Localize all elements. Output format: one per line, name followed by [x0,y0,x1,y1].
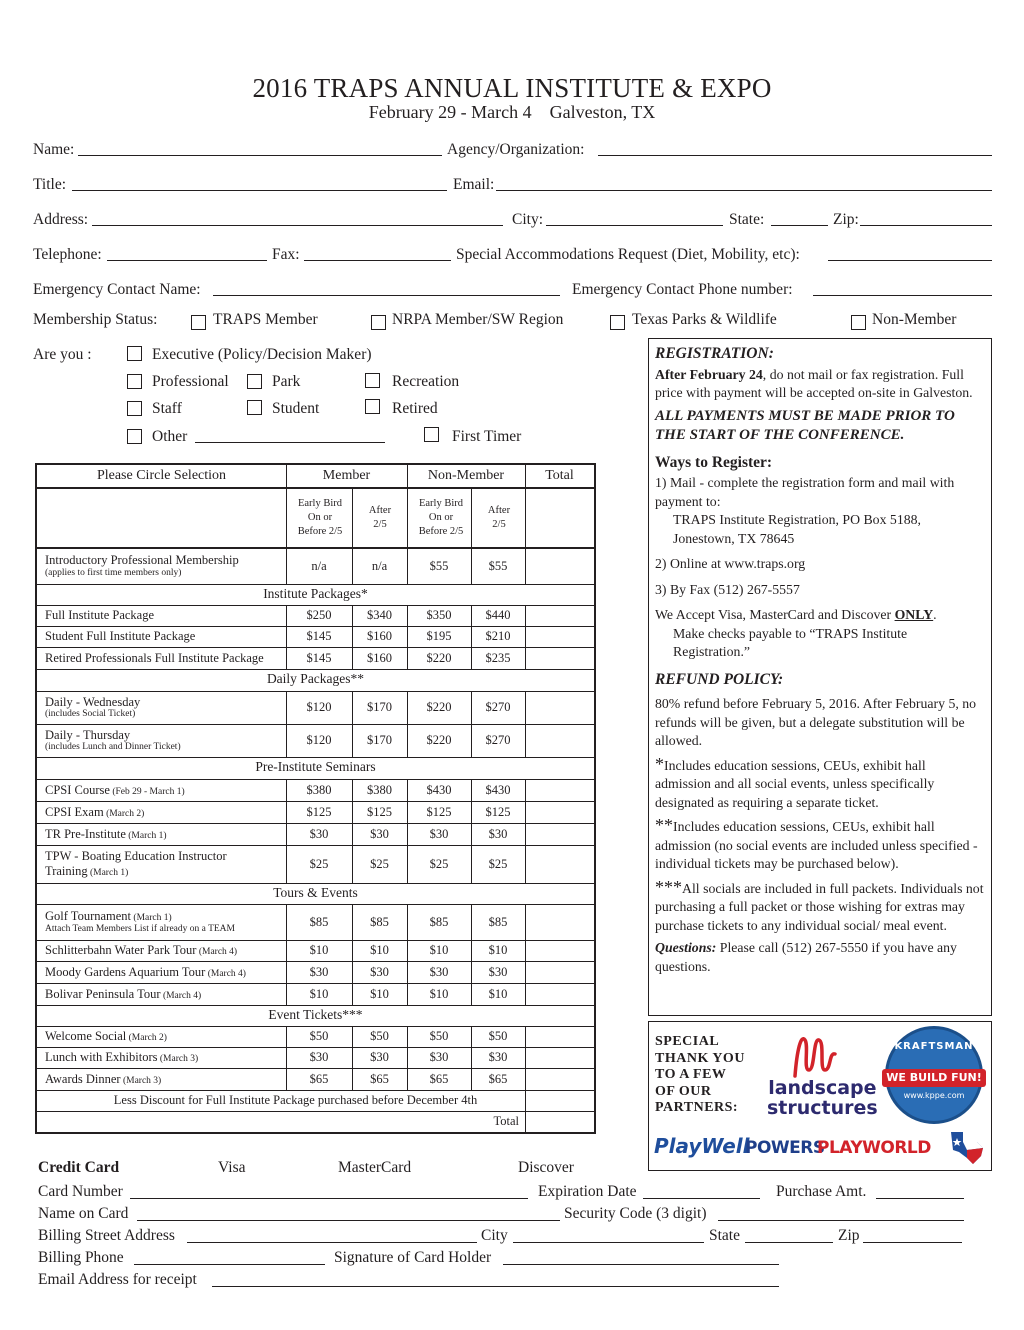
email-label: Email: [453,176,495,193]
table-row-label [37,1026,286,1047]
mail-instructions: 1) Mail - complete the registration form and mail with payment to: [655,475,955,509]
nrpa-member-checkbox[interactable] [371,315,386,330]
section-heading: Event Tickets*** [268,1007,363,1022]
emergency-contact-name-field[interactable] [213,295,560,296]
price-cell[interactable]: $50 [309,1029,329,1043]
footnote-two-text: Includes education sessions, CEUs, exhibit hall admission (no social events are included unless specified - individual tickets may be purchased below). [655,819,978,871]
row-name-cont: Training (March 1) [45,863,129,878]
footnote-two-mark: ** [655,815,673,835]
questions [655,939,985,976]
thanks-line: THANK YOU [655,1050,745,1066]
price-cell[interactable]: $125 [485,804,511,819]
billing-state-field[interactable] [745,1242,833,1243]
price-cell[interactable]: $10 [309,986,329,1001]
price-cell[interactable]: $30 [488,826,508,841]
professional-checkbox[interactable] [127,374,142,389]
price-cell[interactable]: $30 [429,1050,449,1064]
address-label: Address: [33,211,89,228]
price-cell[interactable]: $145 [306,650,332,665]
row-name: Full Institute Package [45,608,155,623]
member-header: Member [322,468,371,483]
address-field[interactable] [92,225,503,226]
online-instructions: 2) Online at www.traps.org [655,556,806,571]
row-name: Retired Professionals Full Institute Package [45,650,264,665]
membership-status-label: Membership Status: [33,311,158,328]
staff-label: Staff [152,400,182,417]
title-field[interactable] [72,190,447,191]
price-cell[interactable]: $430 [426,782,452,797]
texas-parks-label: Texas Parks & Wildlife [632,311,777,328]
price-cell[interactable]: $85 [429,914,449,929]
non-member-label: Non-Member [872,311,957,328]
price-cell[interactable]: $25 [488,856,508,871]
price-cell[interactable]: $270 [485,733,511,747]
table-row-label [37,626,286,647]
price-cell[interactable]: $30 [309,964,329,979]
card-number-label: Card Number [38,1183,123,1200]
price-cell[interactable]: $85 [370,914,389,929]
table-row-label [37,605,286,626]
row-note: (includes Social Ticket) [45,709,136,720]
other-field[interactable] [195,442,385,443]
price-cell[interactable]: $160 [367,650,392,665]
fax-instructions: 3) By Fax (512) 267-5557 [655,581,800,597]
price-cell[interactable]: $65 [488,1071,508,1086]
billing-street-label: Billing Street Address [38,1227,175,1244]
kraftsman-logo [885,1026,983,1124]
agency-field[interactable] [598,155,992,156]
table-row-label [37,961,286,983]
price-cell[interactable]: $270 [485,700,511,714]
row-date: (March 1) [131,913,172,924]
city-field[interactable] [546,225,723,226]
billing-phone-field[interactable] [134,1264,325,1265]
first-timer-checkbox[interactable] [424,427,439,442]
table-row-label [37,647,286,669]
playwell-logo: PlayWell [654,1134,750,1158]
row-name: TPW - Boating Education Instructor [45,849,227,864]
zip-label: Zip: [833,211,859,228]
nonmember-early-bird-header: Early Bird On or Before 2/5 [418,498,464,537]
thanks-line: PARTNERS: [655,1100,739,1115]
row-name: TR Pre-Institute (March 1) [45,826,167,841]
intro-membership-label: Introductory Professional Membership [45,553,239,568]
table-row-label [37,1068,286,1090]
price-cell[interactable]: $25 [309,856,329,871]
after-deadline-date: After February 24 [655,366,763,382]
visa-option[interactable]: Visa [218,1159,246,1176]
footnote-one [655,755,985,813]
price-cell[interactable]: $10 [309,943,329,957]
card-number-field[interactable] [130,1198,528,1199]
price-cell[interactable]: $50 [429,1029,449,1043]
registration-heading: REGISTRATION: [655,345,774,362]
price-cell[interactable]: $55 [488,558,508,573]
kraftsman-url: www.kppe.com [903,1091,965,1100]
emergency-contact-name-label: Emergency Contact Name: [33,281,201,298]
traps-member-checkbox[interactable] [191,315,206,330]
after-deadline-text [655,366,985,403]
other-label: Other [152,428,188,445]
billing-zip-label: Zip [838,1227,860,1244]
price-cell[interactable]: $125 [367,804,392,819]
footnote-two [655,816,985,874]
circle-selection-header: Please Circle Selection [96,468,227,483]
section-heading: Institute Packages* [263,586,368,601]
nrpa-member-label: NRPA Member/SW Region [392,311,564,328]
price-cell[interactable]: $85 [488,914,508,929]
row-name: Bolivar Peninsula Tour (March 4) [45,986,202,1001]
accepted-cards-text: We Accept Visa, MasterCard and Discover [655,607,895,622]
table-row-label [37,691,286,724]
ways-heading: Ways to Register: [655,453,773,471]
landscape-structures-logo [767,1078,878,1118]
section-heading: Pre-Institute Seminars [255,759,376,774]
row-note: (includes Lunch and Dinner Ticket) [45,742,181,753]
state-field[interactable] [771,225,828,226]
row-date: (Feb 29 - March 1) [109,786,185,797]
row-name: Schlitterbahn Water Park Tour (March 4) [45,943,238,958]
after-deadline-body: , do not mail or fax registration. Full price with payment will be accepted on-site in Galveston. [655,366,973,400]
row-name: Moody Gardens Aquarium Tour (March 4) [45,964,246,979]
table-row-label [37,779,286,801]
price-cell[interactable]: $85 [309,914,329,929]
row-note: Attach Team Members List if already on a TEAM [45,924,235,934]
price-cell[interactable]: $250 [306,608,332,622]
price-cell[interactable]: $65 [370,1071,389,1086]
name-on-card-label: Name on Card [38,1205,129,1222]
partners-thanks [655,1034,745,1117]
price-cell[interactable]: n/a [311,558,327,573]
table-row-label [37,940,286,961]
price-cell[interactable]: $220 [426,733,452,747]
are-you-label: Are you : [33,346,92,363]
only-emphasis: ONLY [894,607,934,622]
price-cell[interactable]: $50 [488,1029,508,1043]
agency-label: Agency/Organization: [447,141,585,158]
price-cell[interactable]: $160 [367,629,392,643]
price-cell[interactable]: $120 [306,700,332,714]
credit-card-heading: Credit Card [38,1159,120,1176]
row-date: (March 2) [103,808,145,819]
row-date: (March 3) [157,1054,199,1065]
mail-address-line2: Jonestown, TX 78645 [673,530,795,546]
retired-label: Retired [392,400,438,417]
thanks-line: OF OUR [655,1083,712,1099]
name-field[interactable] [78,155,442,156]
fax-label: Fax: [272,246,300,263]
row-date: (March 1) [125,830,167,841]
price-cell[interactable]: $30 [429,964,449,979]
billing-phone-label: Billing Phone [38,1249,124,1266]
price-cell[interactable]: $440 [485,608,511,622]
traps-member-label: TRAPS Member [213,311,318,328]
row-name: Daily - Wednesday [45,694,141,709]
playworld-logo: PLAYWORLD [817,1138,931,1158]
price-cell[interactable]: n/a [371,558,388,573]
title-label: Title: [33,176,67,193]
texas-parks-checkbox[interactable] [610,315,625,330]
price-cell[interactable]: $220 [426,700,452,714]
price-cell[interactable]: $65 [309,1071,329,1086]
row-date: (March 3) [120,1075,162,1086]
row-name: Lunch with Exhibitors (March 3) [45,1050,199,1065]
price-cell[interactable]: $10 [488,986,508,1001]
emergency-contact-phone-field[interactable] [813,295,992,296]
grand-total-field[interactable] [525,1111,594,1132]
special-accommodations-label: Special Accommodations Request (Diet, Mobility, etc): [456,246,800,263]
student-label: Student [272,400,320,417]
name-on-card-field[interactable] [137,1220,560,1221]
price-cell[interactable]: $125 [306,804,332,819]
price-cell[interactable]: $10 [370,943,389,957]
price-cell[interactable]: $10 [488,943,508,957]
park-label: Park [272,373,301,390]
table-row-label [37,724,286,757]
logo-text: structures [767,1097,878,1119]
discount-row: Less Discount for Full Institute Package purchased before December 4th [113,1093,478,1107]
sponsor-box [648,1021,992,1171]
kraftsman-text: KRAFTSMAN [894,1041,974,1052]
park-checkbox[interactable] [247,374,262,389]
signature-label: Signature of Card Holder [334,1249,492,1266]
table-row-label [37,983,286,1005]
price-cell[interactable]: $30 [370,964,389,979]
price-cell[interactable]: $30 [488,964,508,979]
all-payments-notice: ALL PAYMENTS MUST BE MADE PRIOR TO THE START OF THE CONFERENCE. [655,407,955,443]
telephone-field[interactable] [107,260,267,261]
nonmember-after-header: After 2/5 [487,505,511,530]
row-name: CPSI Exam (March 2) [45,804,145,819]
other-checkbox[interactable] [127,429,142,444]
price-cell[interactable]: $50 [370,1029,389,1043]
footnote-one-mark: * [655,753,664,774]
row-name: Golf Tournament (March 1) [45,909,172,924]
questions-label: Questions: [655,940,717,955]
table-row-label [37,904,286,940]
email-receipt-label: Email Address for receipt [38,1271,197,1288]
total-row-label: Total [493,1114,519,1128]
thanks-line: TO A FEW [655,1067,727,1082]
discover-option[interactable]: Discover [518,1159,574,1176]
accepted-cards-period: . [933,607,937,622]
price-cell[interactable]: $145 [306,629,332,643]
footnote-one-text: Includes education sessions, CEUs, exhibit hall admission and all social events, unless specifically designated as requiring a separate ticket. [655,757,935,810]
section-heading: Daily Packages** [266,671,365,686]
state-label: State: [729,211,765,228]
zip-field[interactable] [860,225,992,226]
texas-flag-icon [947,1126,987,1166]
staff-checkbox[interactable] [127,401,142,416]
email-field[interactable] [496,190,992,191]
name-label: Name: [33,141,75,158]
thanks-line: SPECIAL [655,1034,720,1049]
questions-text: Please call (512) 267-5550 if you have any questions. [655,940,957,974]
member-early-bird-header: Early Bird On or Before 2/5 [297,498,343,537]
recreation-label: Recreation [392,373,460,390]
row-name: Daily - Thursday [45,727,131,742]
price-cell[interactable]: $30 [429,826,449,841]
billing-state-label: State [709,1227,740,1244]
powers-logo: POWERS [745,1138,825,1158]
purchase-amount-field[interactable] [876,1198,964,1199]
refund-heading: REFUND POLICY: [655,670,784,688]
price-cell[interactable]: $195 [426,629,452,643]
billing-city-field[interactable] [513,1242,704,1243]
price-cell[interactable]: $10 [429,986,449,1001]
page-title: 2016 TRAPS ANNUAL INSTITUTE & EXPO [252,73,772,103]
row-name: Welcome Social (March 2) [45,1029,167,1044]
intro-membership-note: (applies to first time members only) [45,567,182,578]
table-row-label [37,801,286,823]
row-name: CPSI Course (Feb 29 - March 1) [45,782,185,797]
price-cell[interactable]: $170 [367,700,392,714]
professional-label: Professional [152,373,229,390]
price-cell[interactable]: $125 [426,804,452,819]
fax-field[interactable] [304,260,451,261]
price-cell[interactable]: $25 [370,856,389,871]
signature-field[interactable] [503,1264,779,1265]
price-cell[interactable]: $30 [309,1050,329,1064]
row-date: (March 2) [126,1033,167,1044]
price-cell[interactable]: $210 [485,629,511,643]
expiration-label: Expiration Date [538,1183,637,1200]
price-cell[interactable]: $10 [370,986,389,1001]
price-cell[interactable]: $30 [370,826,389,841]
expiration-field[interactable] [643,1198,760,1199]
non-member-checkbox[interactable] [851,315,866,330]
telephone-label: Telephone: [33,246,102,263]
registration-info-box [648,338,992,1016]
price-cell[interactable]: $120 [306,733,332,747]
city-label: City: [512,211,544,228]
row-date: (March 4) [205,968,246,979]
row-date: (March 4) [196,947,238,958]
price-cell[interactable]: $380 [306,782,332,797]
billing-city-label: City [481,1227,508,1244]
row-date: (March 4) [160,990,202,1001]
mail-address-line1: TRAPS Institute Registration, PO Box 5188, [673,512,921,527]
mastercard-option[interactable]: MasterCard [338,1159,412,1176]
email-receipt-field[interactable] [212,1286,779,1287]
student-checkbox[interactable] [247,400,262,415]
price-cell[interactable]: $220 [426,650,452,665]
table-row-label [37,1047,286,1068]
price-cell[interactable]: $30 [488,1050,508,1064]
executive-label: Executive (Policy/Decision Maker) [152,346,372,363]
price-cell[interactable]: $10 [429,943,449,957]
security-code-label: Security Code (3 digit) [564,1205,707,1222]
non-member-header: Non-Member [427,468,505,483]
member-after-header: After 2/5 [368,505,392,530]
first-timer-label: First Timer [452,428,522,445]
event-dates: February 29 - March 4 Galveston, TX [368,102,656,122]
table-row-label [37,845,286,883]
billing-zip-field[interactable] [863,1242,962,1243]
executive-checkbox[interactable] [127,346,142,361]
price-cell[interactable]: $170 [367,733,392,747]
price-cell[interactable]: $55 [429,558,449,573]
footnote-three-mark: *** [655,876,682,897]
security-code-field[interactable] [718,1220,964,1221]
footnote-three [655,878,985,936]
accepted-cards [655,606,985,625]
price-cell[interactable]: $65 [429,1071,449,1086]
price-cell[interactable]: $340 [367,608,392,622]
footnote-three-text: All socials are included in full packets. Individuals not purchasing a full packet or those wishing for extras may purchase tickets to any individual social/ meal event. [655,880,984,933]
special-accommodations-field[interactable] [828,260,992,261]
price-cell[interactable]: $235 [485,650,511,665]
price-cell[interactable]: $30 [370,1050,389,1064]
price-cell[interactable]: $350 [426,608,452,622]
checks-payable: Make checks payable to “TRAPS Institute Registration.” [673,625,908,659]
row-date: (March 1) [87,867,129,878]
table-row-label [37,548,286,584]
billing-street-field[interactable] [187,1242,477,1243]
emergency-contact-phone-label: Emergency Contact Phone number: [572,281,793,298]
table-row-label [37,823,286,845]
row-name: Student Full Institute Package [45,629,196,644]
kraftsman-slogan: WE BUILD FUN! [882,1069,986,1087]
logo-text: landscape [768,1077,877,1099]
purchase-amount-label: Purchase Amt. [776,1183,867,1200]
row-name: Awards Dinner (March 3) [45,1071,162,1086]
pricing-table [35,463,596,1134]
retired-checkbox[interactable] [365,399,380,414]
price-cell[interactable]: $25 [429,856,449,871]
price-cell[interactable]: $380 [367,782,392,797]
section-heading: Tours & Events [273,885,358,900]
price-cell[interactable]: $30 [309,826,329,841]
price-cell[interactable]: $430 [485,782,511,797]
refund-policy: 80% refund before February 5, 2016. After February 5, no refunds will be given, but a delegate substitution will be allowed. [655,696,977,748]
total-header: Total [545,468,574,483]
recreation-checkbox[interactable] [365,373,380,388]
landscape-structures-mark-icon [789,1030,839,1080]
